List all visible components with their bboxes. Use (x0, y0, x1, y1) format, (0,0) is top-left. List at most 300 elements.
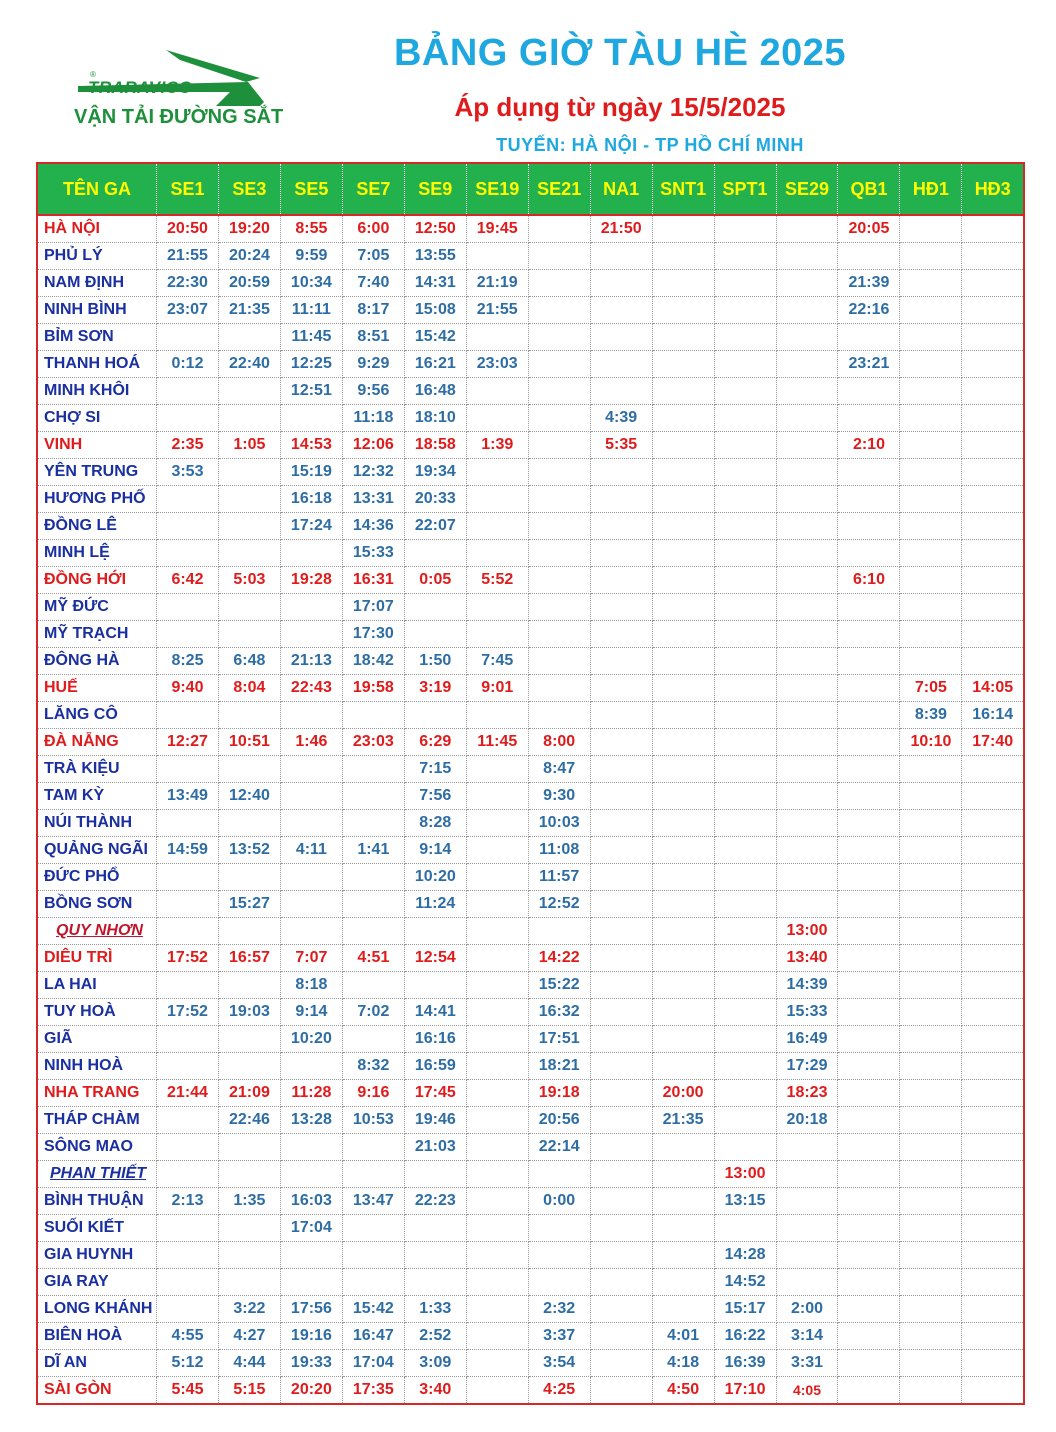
departure-time (590, 378, 652, 405)
departure-time: 15:33 (342, 540, 404, 567)
departure-time (714, 621, 776, 648)
departure-time (838, 324, 900, 351)
departure-time (218, 756, 280, 783)
departure-time: 14:41 (404, 999, 466, 1026)
departure-time (962, 648, 1024, 675)
departure-time: 2:35 (157, 432, 219, 459)
departure-time (776, 459, 838, 486)
station-row (37, 621, 1024, 648)
departure-time (218, 1215, 280, 1242)
departure-time (776, 1215, 838, 1242)
departure-time: 4:55 (157, 1323, 219, 1350)
departure-time: 16:57 (218, 945, 280, 972)
departure-time (466, 783, 528, 810)
departure-time (590, 1350, 652, 1377)
departure-time: 14:36 (342, 513, 404, 540)
station-row (37, 378, 1024, 405)
departure-time (838, 918, 900, 945)
departure-time: 4:25 (528, 1377, 590, 1405)
departure-time: 11:08 (528, 837, 590, 864)
departure-time: 15:08 (404, 297, 466, 324)
departure-time (962, 486, 1024, 513)
effective-date: Áp dụng từ ngày 15/5/2025 (454, 92, 786, 122)
departure-time (466, 1350, 528, 1377)
timetable-body (37, 215, 1024, 1404)
departure-time (652, 351, 714, 378)
departure-time: 16:32 (528, 999, 590, 1026)
station-name: MỸ ĐỨC (37, 594, 157, 621)
departure-time (157, 891, 219, 918)
departure-time (652, 891, 714, 918)
column-header-train: SE5 (280, 163, 342, 215)
station-name: LONG KHÁNH (37, 1296, 157, 1323)
column-header-train: HĐ1 (900, 163, 962, 215)
departure-time: 20:50 (157, 215, 219, 243)
departure-time (157, 1053, 219, 1080)
departure-time (218, 1269, 280, 1296)
departure-time: 20:05 (838, 215, 900, 243)
departure-time (962, 1242, 1024, 1269)
departure-time (528, 540, 590, 567)
departure-time: 13:52 (218, 837, 280, 864)
departure-time (962, 324, 1024, 351)
departure-time (838, 972, 900, 999)
departure-time (714, 729, 776, 756)
departure-time (157, 324, 219, 351)
departure-time (838, 702, 900, 729)
departure-time (838, 729, 900, 756)
departure-time (776, 594, 838, 621)
departure-time (838, 837, 900, 864)
departure-time (962, 215, 1024, 243)
departure-time: 16:18 (280, 486, 342, 513)
station-name: SÔNG MAO (37, 1134, 157, 1161)
station-name: NHA TRANG (37, 1080, 157, 1107)
departure-time: 19:18 (528, 1080, 590, 1107)
departure-time: 9:29 (342, 351, 404, 378)
departure-time (900, 270, 962, 297)
departure-time: 8:39 (900, 702, 962, 729)
departure-time: 12:51 (280, 378, 342, 405)
logo-tagline: VẬN TẢI ĐƯỜNG SẮT (74, 106, 284, 128)
departure-time (962, 378, 1024, 405)
departure-time (962, 297, 1024, 324)
departure-time (157, 972, 219, 999)
departure-time (466, 702, 528, 729)
departure-time (838, 945, 900, 972)
departure-time: 4:05 (776, 1377, 838, 1405)
departure-time (590, 324, 652, 351)
departure-time: 10:20 (280, 1026, 342, 1053)
departure-time (466, 243, 528, 270)
departure-time (590, 918, 652, 945)
departure-time: 12:52 (528, 891, 590, 918)
station-name: THÁP CHÀM (37, 1107, 157, 1134)
departure-time (714, 378, 776, 405)
departure-time: 17:40 (962, 729, 1024, 756)
departure-time (280, 918, 342, 945)
departure-time: 21:03 (404, 1134, 466, 1161)
station-name: TRÀ KIỆU (37, 756, 157, 783)
departure-time (776, 405, 838, 432)
departure-time (590, 1242, 652, 1269)
departure-time (218, 1242, 280, 1269)
departure-time (714, 783, 776, 810)
departure-time (157, 1242, 219, 1269)
departure-time (652, 1134, 714, 1161)
departure-time (652, 972, 714, 999)
departure-time: 14:05 (962, 675, 1024, 702)
departure-time (776, 621, 838, 648)
station-name: DIÊU TRÌ (37, 945, 157, 972)
departure-time (714, 999, 776, 1026)
registered-mark: ® (90, 70, 96, 79)
column-header-train: SNT1 (652, 163, 714, 215)
departure-time: 7:45 (466, 648, 528, 675)
departure-time (652, 621, 714, 648)
departure-time (218, 810, 280, 837)
departure-time (280, 405, 342, 432)
departure-time (652, 648, 714, 675)
departure-time (590, 756, 652, 783)
station-name: ĐÀ NẴNG (37, 729, 157, 756)
departure-time (776, 324, 838, 351)
departure-time (280, 756, 342, 783)
departure-time (652, 594, 714, 621)
departure-time: 4:27 (218, 1323, 280, 1350)
departure-time (962, 837, 1024, 864)
departure-time (776, 378, 838, 405)
departure-time (900, 891, 962, 918)
departure-time (900, 459, 962, 486)
departure-time (157, 1296, 219, 1323)
station-name: BỒNG SƠN (37, 891, 157, 918)
departure-time (590, 567, 652, 594)
departure-time (280, 783, 342, 810)
departure-time (838, 513, 900, 540)
departure-time (714, 675, 776, 702)
departure-time (590, 351, 652, 378)
station-row (37, 351, 1024, 378)
station-row (37, 405, 1024, 432)
station-name: BIÊN HOÀ (37, 1323, 157, 1350)
departure-time (714, 702, 776, 729)
station-row (37, 1053, 1024, 1080)
departure-time: 14:53 (280, 432, 342, 459)
departure-time (714, 756, 776, 783)
departure-time (590, 729, 652, 756)
departure-time (342, 1269, 404, 1296)
departure-time: 17:52 (157, 999, 219, 1026)
departure-time: 2:00 (776, 1296, 838, 1323)
departure-time (962, 999, 1024, 1026)
departure-time: 5:15 (218, 1377, 280, 1405)
station-name: VINH (37, 432, 157, 459)
departure-time (900, 648, 962, 675)
station-row (37, 1026, 1024, 1053)
departure-time (218, 486, 280, 513)
departure-time: 16:21 (404, 351, 466, 378)
departure-time (962, 540, 1024, 567)
departure-time (714, 918, 776, 945)
departure-time (714, 1026, 776, 1053)
departure-time (342, 918, 404, 945)
departure-time: 21:35 (652, 1107, 714, 1134)
departure-time: 16:39 (714, 1350, 776, 1377)
departure-time (466, 864, 528, 891)
station-row (37, 1269, 1024, 1296)
departure-time: 19:16 (280, 1323, 342, 1350)
station-name: LĂNG CÔ (37, 702, 157, 729)
departure-time (714, 1215, 776, 1242)
departure-time: 16:14 (962, 702, 1024, 729)
departure-time (962, 864, 1024, 891)
departure-time: 20:33 (404, 486, 466, 513)
departure-time: 21:44 (157, 1080, 219, 1107)
departure-time (528, 1269, 590, 1296)
departure-time (652, 297, 714, 324)
departure-time: 22:43 (280, 675, 342, 702)
departure-time (404, 621, 466, 648)
station-row (37, 1107, 1024, 1134)
station-row (37, 1350, 1024, 1377)
departure-time: 7:15 (404, 756, 466, 783)
departure-time (466, 945, 528, 972)
departure-time (404, 972, 466, 999)
departure-time (900, 594, 962, 621)
departure-time: 11:11 (280, 297, 342, 324)
departure-time (466, 1080, 528, 1107)
departure-time: 15:19 (280, 459, 342, 486)
station-name: ĐỨC PHỔ (37, 864, 157, 891)
departure-time (404, 1215, 466, 1242)
departure-time (157, 756, 219, 783)
departure-time (900, 215, 962, 243)
departure-time (652, 1161, 714, 1188)
departure-time: 5:52 (466, 567, 528, 594)
departure-time (776, 729, 838, 756)
departure-time (838, 1350, 900, 1377)
departure-time (962, 972, 1024, 999)
departure-time: 7:40 (342, 270, 404, 297)
departure-time (838, 999, 900, 1026)
departure-time (962, 1080, 1024, 1107)
departure-time: 16:59 (404, 1053, 466, 1080)
departure-time (900, 810, 962, 837)
departure-time (466, 1134, 528, 1161)
departure-time: 18:23 (776, 1080, 838, 1107)
departure-time (838, 1080, 900, 1107)
departure-time (157, 621, 219, 648)
station-row (37, 837, 1024, 864)
column-header-train: SE9 (404, 163, 466, 215)
station-name: QUẢNG NGÃI (37, 837, 157, 864)
station-name: SUỐI KIẾT (37, 1215, 157, 1242)
station-name: HÀ NỘI (37, 215, 157, 243)
departure-time: 13:47 (342, 1188, 404, 1215)
station-name: TUY HOÀ (37, 999, 157, 1026)
departure-time (838, 756, 900, 783)
departure-time (528, 702, 590, 729)
departure-time: 15:17 (714, 1296, 776, 1323)
departure-time (466, 1188, 528, 1215)
departure-time (590, 1053, 652, 1080)
departure-time: 16:49 (776, 1026, 838, 1053)
station-name: TAM KỲ (37, 783, 157, 810)
departure-time (838, 1242, 900, 1269)
departure-time: 3:22 (218, 1296, 280, 1323)
departure-time (962, 1350, 1024, 1377)
departure-time: 8:00 (528, 729, 590, 756)
departure-time (590, 243, 652, 270)
departure-time (900, 756, 962, 783)
departure-time (528, 215, 590, 243)
departure-time (652, 513, 714, 540)
departure-time (652, 1188, 714, 1215)
departure-time (838, 1134, 900, 1161)
departure-time (528, 1242, 590, 1269)
departure-time: 21:19 (466, 270, 528, 297)
departure-time (838, 648, 900, 675)
station-name: HƯƠNG PHỐ (37, 486, 157, 513)
departure-time: 1:50 (404, 648, 466, 675)
departure-time (466, 810, 528, 837)
departure-time (466, 1323, 528, 1350)
departure-time: 8:47 (528, 756, 590, 783)
departure-time: 17:29 (776, 1053, 838, 1080)
departure-time (466, 1269, 528, 1296)
departure-time (280, 1134, 342, 1161)
departure-time: 21:13 (280, 648, 342, 675)
departure-time (466, 324, 528, 351)
departure-time: 11:24 (404, 891, 466, 918)
departure-time (157, 1215, 219, 1242)
station-name: MINH KHÔI (37, 378, 157, 405)
column-header-train: QB1 (838, 163, 900, 215)
departure-time: 12:50 (404, 215, 466, 243)
departure-time (776, 486, 838, 513)
departure-time (590, 999, 652, 1026)
departure-time (900, 513, 962, 540)
station-name: NAM ĐỊNH (37, 270, 157, 297)
column-header-train: SE19 (466, 163, 528, 215)
departure-time (280, 1161, 342, 1188)
departure-time (342, 972, 404, 999)
departure-time: 23:21 (838, 351, 900, 378)
departure-time: 10:34 (280, 270, 342, 297)
departure-time: 23:07 (157, 297, 219, 324)
column-header-train: HĐ3 (962, 163, 1024, 215)
departure-time (652, 1053, 714, 1080)
departure-time (466, 918, 528, 945)
departure-time: 19:46 (404, 1107, 466, 1134)
departure-time: 8:04 (218, 675, 280, 702)
departure-time (714, 594, 776, 621)
station-name: BÌNH THUẬN (37, 1188, 157, 1215)
departure-time (466, 594, 528, 621)
departure-time: 6:48 (218, 648, 280, 675)
timetable (36, 162, 1025, 1405)
station-name: QUY NHƠN (37, 918, 157, 945)
departure-time (528, 918, 590, 945)
departure-time: 9:14 (280, 999, 342, 1026)
departure-time: 15:33 (776, 999, 838, 1026)
departure-time (838, 1188, 900, 1215)
departure-time: 19:03 (218, 999, 280, 1026)
departure-time: 8:25 (157, 648, 219, 675)
departure-time (714, 810, 776, 837)
departure-time (342, 1215, 404, 1242)
departure-time (962, 1134, 1024, 1161)
departure-time: 5:45 (157, 1377, 219, 1405)
departure-time (652, 729, 714, 756)
station-row (37, 972, 1024, 999)
departure-time (590, 783, 652, 810)
departure-time (900, 1134, 962, 1161)
departure-time (466, 513, 528, 540)
departure-time (838, 1215, 900, 1242)
departure-time (590, 891, 652, 918)
departure-time (900, 1350, 962, 1377)
departure-time: 14:22 (528, 945, 590, 972)
departure-time (714, 972, 776, 999)
departure-time (962, 783, 1024, 810)
departure-time (652, 540, 714, 567)
departure-time (714, 1080, 776, 1107)
departure-time (838, 405, 900, 432)
departure-time: 17:04 (342, 1350, 404, 1377)
departure-time (776, 1134, 838, 1161)
departure-time (342, 702, 404, 729)
departure-time: 1:33 (404, 1296, 466, 1323)
departure-time: 9:16 (342, 1080, 404, 1107)
departure-time (528, 405, 590, 432)
departure-time: 21:55 (466, 297, 528, 324)
departure-time (776, 648, 838, 675)
departure-time (838, 1107, 900, 1134)
departure-time: 11:28 (280, 1080, 342, 1107)
station-row (37, 702, 1024, 729)
departure-time (776, 864, 838, 891)
departure-time (776, 351, 838, 378)
departure-time: 4:39 (590, 405, 652, 432)
departure-time (218, 594, 280, 621)
timetable-header-row (37, 163, 1024, 215)
departure-time (466, 459, 528, 486)
station-row (37, 648, 1024, 675)
departure-time (652, 459, 714, 486)
departure-time (714, 864, 776, 891)
departure-time (962, 1296, 1024, 1323)
departure-time (466, 1053, 528, 1080)
departure-time: 13:00 (714, 1161, 776, 1188)
departure-time: 9:56 (342, 378, 404, 405)
departure-time: 16:16 (404, 1026, 466, 1053)
departure-time (714, 297, 776, 324)
station-row (37, 459, 1024, 486)
departure-time: 2:52 (404, 1323, 466, 1350)
departure-time (714, 945, 776, 972)
departure-time (528, 486, 590, 513)
departure-time (157, 540, 219, 567)
departure-time: 14:52 (714, 1269, 776, 1296)
departure-time (528, 351, 590, 378)
station-name: NINH HOÀ (37, 1053, 157, 1080)
departure-time (280, 1242, 342, 1269)
departure-time (590, 972, 652, 999)
station-name: ĐÔNG HÀ (37, 648, 157, 675)
departure-time: 21:39 (838, 270, 900, 297)
